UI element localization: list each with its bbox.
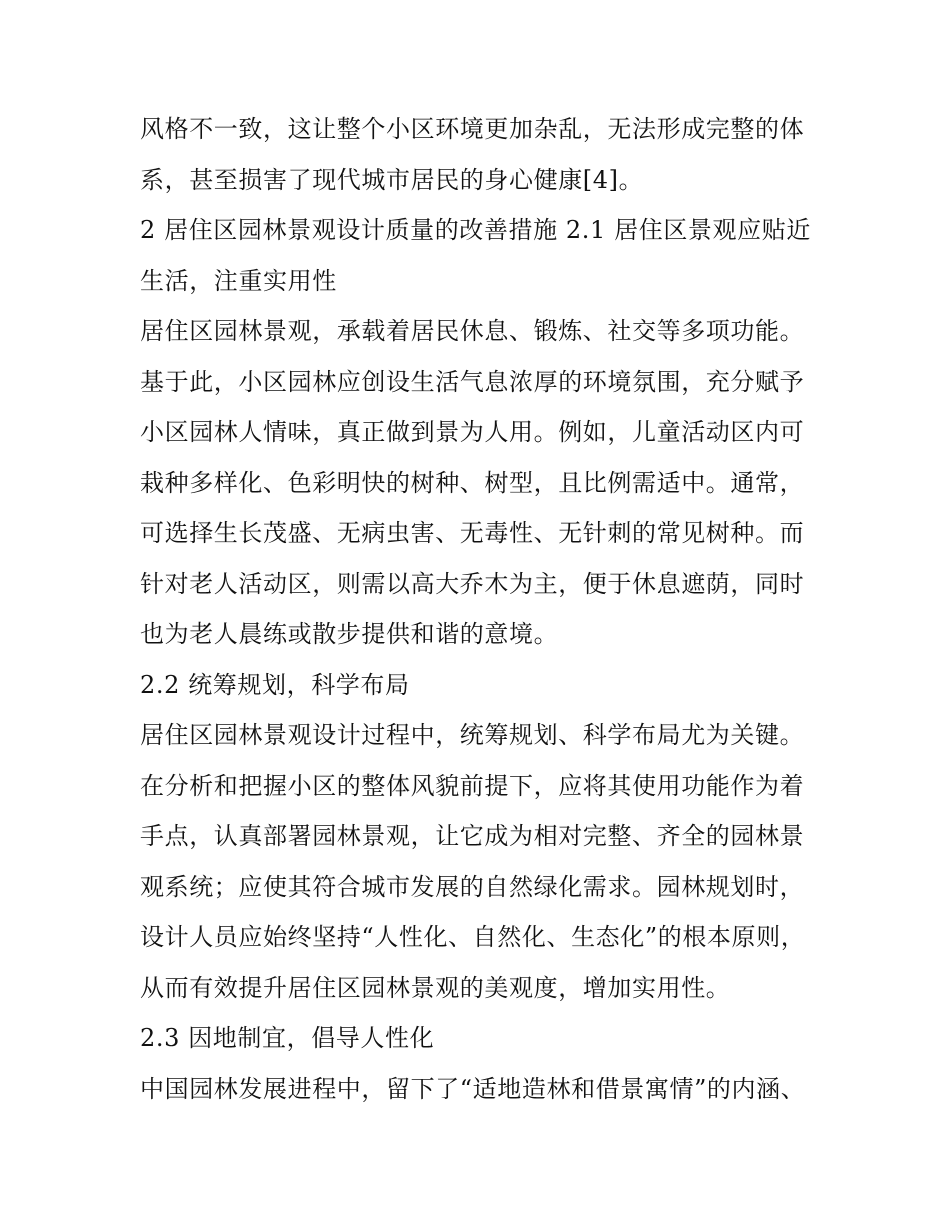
section-heading: 2.3 因地制宜，倡导人性化	[140, 1024, 435, 1052]
document-body	[140, 104, 820, 1114]
body-paragraph: 居住区园林景观，承载着居民休息、锻炼、社交等多项功能。基于此，小区园林应创设生活气息浓厚的环境氛围，充分赋予小区园林人情味，真正做到景为人用。例如，儿童活动区内可栽种多样化、色彩明快的树种、树型，且比例需适中。通常，可选择生长茂盛、无病虫害、无毒性、无针刺的常见树种。而针对老人活动区，则需以高大乔木为主，便于休息遮荫，同时也为老人晨练或散步提供和谐的意境。	[140, 317, 805, 648]
section-heading: 2 居住区园林景观设计质量的改善措施 2.1 居住区景观应贴近生活，注重实用性	[140, 216, 811, 295]
body-paragraph: 风格不一致，这让整个小区环境更加杂乱，无法形成完整的体系，甚至损害了现代城市居民的身心健康[4]。	[140, 115, 805, 194]
body-paragraph: 居住区园林景观设计过程中，统筹规划、科学布局尤为关键。在分析和把握小区的整体风貌前提下，应将其使用功能作为着手点，认真部署园林景观，让它成为相对完整、齐全的园林景观系统；应使其符合城市发展的自然绿化需求。园林规划时，设计人员应始终坚持“人性化、自然化、生态化”的根本原则，从而有效提升居住区园林景观的美观度，增加实用性。	[140, 721, 806, 1002]
body-paragraph: 中国园林发展进程中，留下了“适地造林和借景寓情”的内涵、	[140, 1074, 806, 1103]
section-heading: 2.2 统筹规划，科学布局	[140, 670, 410, 699]
